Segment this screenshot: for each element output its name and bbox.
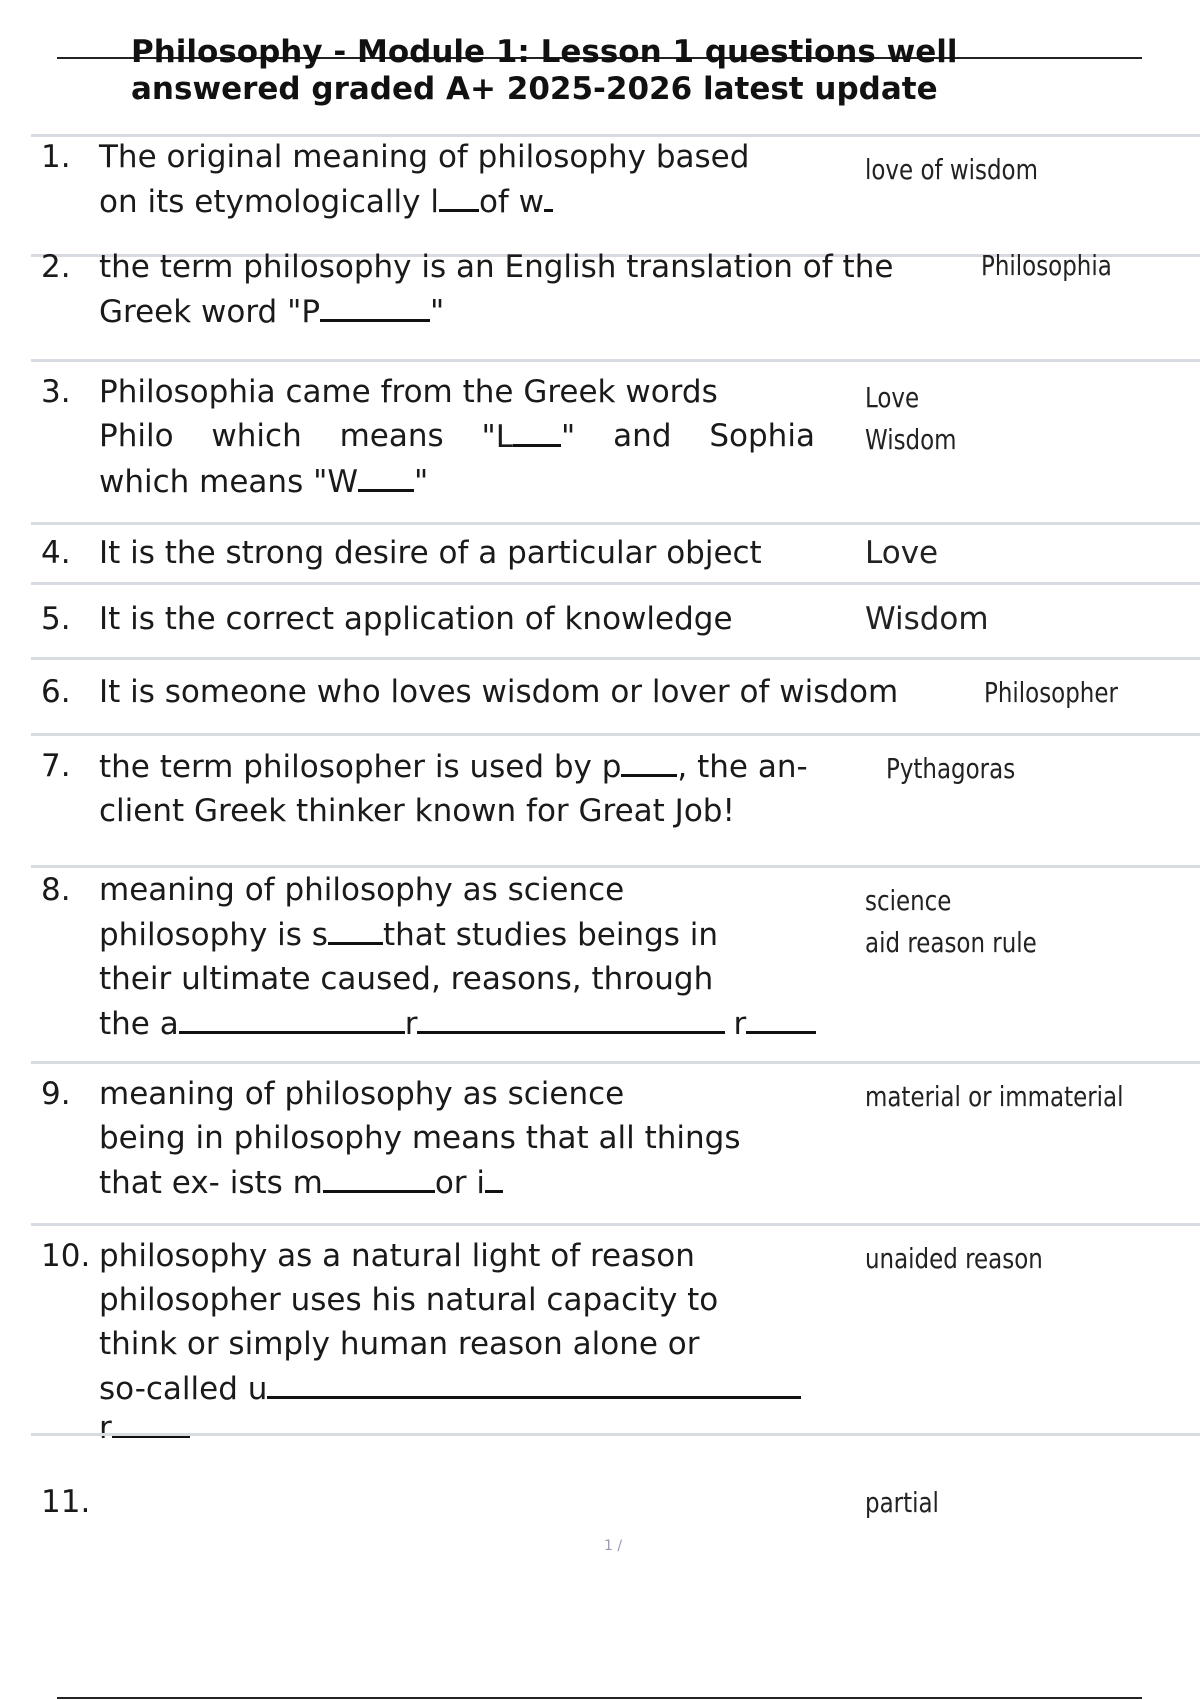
question-number: 10. [41,1238,91,1274]
answer-text: Love [865,535,939,571]
question-text [99,1072,741,1205]
question-line: Philo which means "L " and Sophia [99,414,815,459]
document-title [131,34,1031,108]
question-text [99,670,898,714]
answer-blank [323,1160,435,1193]
question-line: It is the strong desire of a particular object [99,535,762,571]
answer-blank [544,179,553,212]
question-number: 4. [41,535,71,571]
answer-text: material or immaterial [865,1080,1124,1113]
answer-blank [320,289,430,322]
question-text [99,370,815,504]
question-number: 8. [41,872,71,908]
question-text [99,597,733,641]
answer-blank [328,912,383,945]
question-row-2 [31,249,1200,362]
question-row-10 [31,1223,1200,1436]
answer-text: partial [865,1486,939,1519]
answer-blank [485,1160,503,1193]
question-line: philosopher uses his natural capacity to [99,1282,719,1318]
answer-blank [746,1001,816,1034]
question-text [99,1234,801,1411]
page-marker: 1 / [604,1538,623,1554]
question-line: on its etymologically l of w [99,179,749,224]
answer-text: Philosophia [981,249,1112,282]
answer-text: Love Wisdom [865,381,957,456]
question-row-9 [31,1061,1200,1226]
footer-rule [57,1697,1142,1699]
question-number: 2. [41,249,71,285]
answer-text: Philosopher [984,676,1118,709]
answer-text: love of wisdom [865,153,1038,186]
title-line-1: Philosophy - Module 1: Lesson 1 questions well [131,34,958,70]
question-row-11 [31,1433,1200,1526]
question-line: Philosophia came from the Greek words [99,374,718,410]
question-number: 3. [41,374,71,410]
answer-blank [621,744,677,777]
answer-blank [513,414,561,447]
question-line: philosophy as a natural light of reason [99,1238,695,1274]
answer-text: unaided reason [865,1242,1043,1275]
answer-blank [439,179,479,212]
title-line-2: answered graded A+ 2025-2026 latest update [131,71,938,107]
answer-text: Pythagoras [886,752,1016,785]
question-text [99,744,808,833]
question-line: think or simply human reason alone or [99,1326,700,1362]
question-row-4 [31,522,1200,585]
question-line: r [99,1405,190,1450]
question-text [99,868,816,1046]
question-row-7 [31,733,1200,868]
question-row-6 [31,657,1200,736]
answer-text: science aid reason rule [865,884,1037,959]
answer-blank [179,1001,405,1034]
question-line: meaning of philosophy as science [99,872,625,908]
question-text [99,135,749,224]
answer-blank [417,1001,725,1034]
question-line: the term philosophy is an English translation of the [99,249,894,285]
question-row-3 [31,359,1200,525]
answer-blank [267,1366,801,1399]
question-line: their ultimate caused, reasons, through [99,961,714,997]
question-row-8 [31,865,1200,1064]
question-line: meaning of philosophy as science [99,1076,625,1112]
question-line: the a r r [99,1001,816,1046]
question-number: 11. [41,1484,91,1520]
question-row-1 [31,134,1200,242]
question-text [99,245,893,334]
question-text [99,531,762,575]
question-number: 9. [41,1076,71,1112]
question-line: It is someone who loves wisdom or lover of wisdom [99,674,899,710]
question-line: the term philosopher is used by p , the an- [99,744,808,789]
question-line: so-called u [99,1366,801,1411]
question-line: being in philosophy means that all things [99,1120,741,1156]
question-number: 6. [41,674,71,710]
question-row-5 [31,582,1200,657]
question-line: It is the correct application of knowledge [99,601,733,637]
question-line: Greek word "P " [99,289,893,334]
question-line: The original meaning of philosophy based [99,139,750,175]
question-line: that ex- ists m or i [99,1160,741,1205]
question-line: philosophy is s that studies beings in [99,912,816,957]
question-number: 5. [41,601,71,637]
answer-blank [358,459,414,492]
question-number: 1. [41,139,71,175]
question-line: client Greek thinker known for Great Job! [99,793,735,829]
question-number: 7. [41,748,71,784]
answer-text: Wisdom [865,601,989,637]
question-line: which means "W " [99,459,815,504]
